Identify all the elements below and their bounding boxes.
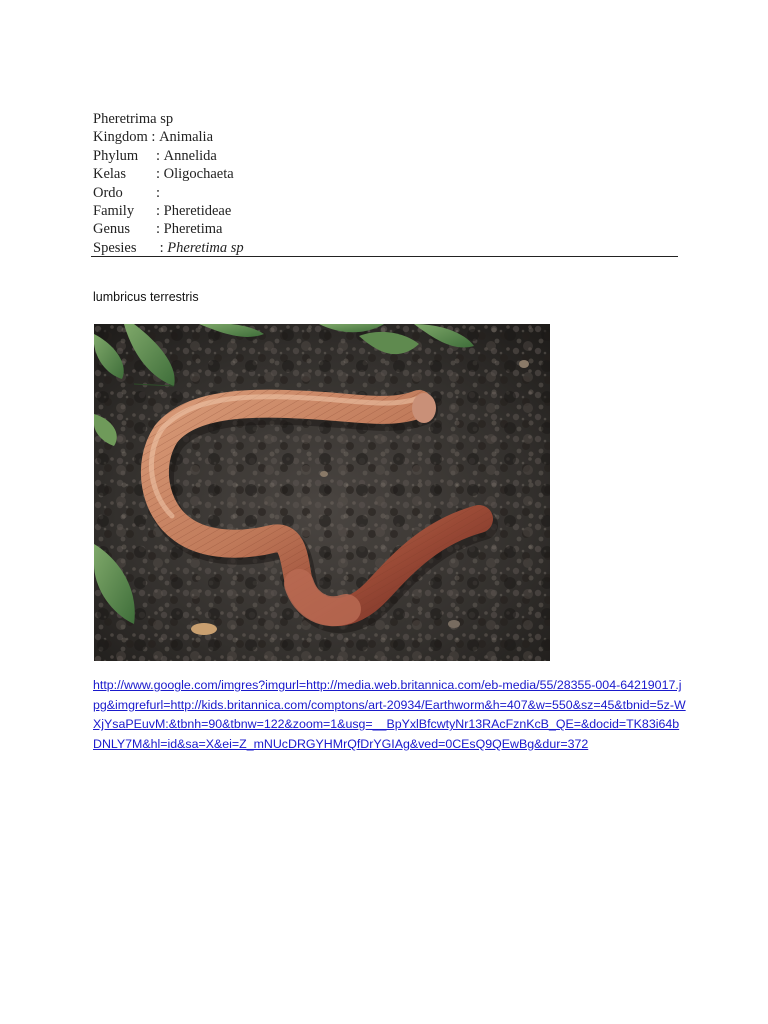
section-heading: lumbricus terrestris: [93, 290, 199, 304]
taxonomy-rank: Spesies: [93, 239, 137, 256]
image-source-link[interactable]: http://www.google.com/imgres?imgurl=http://media.web.britannica.com/eb-media/55/28355-004-64219017.jpg&imgrefurl=http://kids.britannica.com/comptons/art-20934/Earthworm&h=407&w=550&sz=45&tbnid=5z-WXjYsaPEuvM:&tbnh=90&tbnw=122&zoom=1&usg=__BpYxlBfcwtyNr13RAcFznKcB_QE=&docid=TK83i64bDNLY7M&hl=id&sa=X&ei=Z_mNUcDRGYHMrQfDrYGIAg&ved=0CEsQ9QEwBg&dur=372: [93, 678, 686, 751]
taxonomy-rank: Genus: [93, 221, 131, 238]
taxonomy-separator: :: [147, 129, 160, 146]
taxonomy-row-kelas: [93, 165, 678, 183]
taxonomy-separator: :: [156, 166, 164, 183]
taxonomy-separator: :: [156, 239, 168, 256]
taxonomy-value: Pheretima: [163, 221, 223, 238]
taxonomy-rank: Phylum: [93, 147, 139, 164]
taxonomy-value: Animalia: [159, 129, 214, 146]
taxonomy-row-spesies: [93, 239, 678, 257]
taxonomy-separator: :: [156, 147, 164, 164]
taxonomy-separator: :: [156, 184, 161, 201]
taxonomy-row-phylum: [93, 147, 678, 165]
taxonomy-value: Annelida: [163, 147, 217, 164]
taxonomy-separator: :: [156, 202, 164, 219]
taxonomy-title: Pheretrima sp: [93, 111, 174, 127]
taxonomy-block: [93, 110, 678, 257]
earthworm-photo: [94, 324, 550, 661]
taxonomy-row-kingdom: [93, 128, 678, 146]
taxonomy-rank: Kingdom: [93, 129, 148, 146]
taxonomy-value: Pheretima sp: [167, 239, 244, 256]
taxonomy-value: Pheretideae: [163, 202, 232, 219]
horizontal-rule: [91, 256, 678, 257]
taxonomy-row-ordo: [93, 184, 678, 202]
taxonomy-row-family: [93, 202, 678, 220]
taxonomy-separator: :: [156, 221, 164, 238]
taxonomy-rank: Kelas: [93, 166, 127, 183]
taxonomy-rank: Family: [93, 202, 135, 219]
taxonomy-value: Oligochaeta: [163, 166, 234, 183]
taxonomy-rank: Ordo: [93, 184, 123, 201]
taxonomy-row-genus: [93, 220, 678, 238]
